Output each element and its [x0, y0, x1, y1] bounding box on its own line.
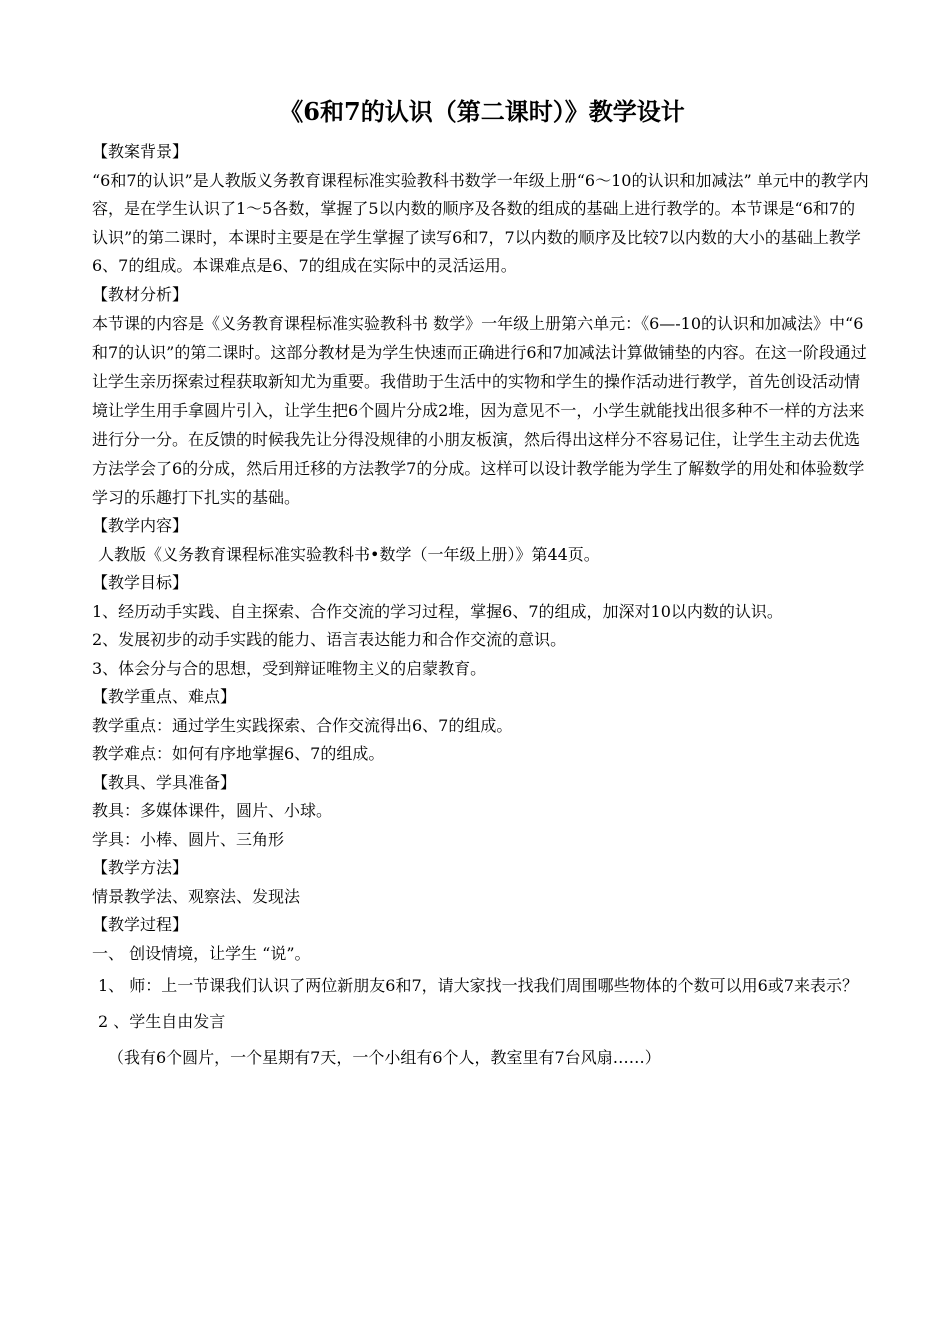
tools-item-2: 学具：小棒、圆片、三角形 [92, 829, 285, 849]
section-heading-methods: 【教学方法】 [92, 858, 189, 877]
page-title: 《6和7的认识（第二课时）》教学设计 [279, 97, 685, 126]
goal-item-1: 1、经历动手实践、自主探索、合作交流的学习过程，掌握6、7的组成，加深对10以内数的认识。 [92, 601, 783, 621]
keypoint-item-1: 教学重点：通过学生实践探索、合作交流得出6、7的组成。 [92, 715, 513, 735]
keypoint-item-2: 教学难点：如何有序地掌握6、7的组成。 [92, 744, 385, 763]
section-text-methods: 情景教学法、观察法、发现法 [92, 886, 301, 906]
process-item-3: （我有6个圆片，一个星期有7天，一个小组有6个人，教室里有7台风扇……） [108, 1048, 661, 1067]
process-step-1: 一、 创设情境，让学生 “说”。 [92, 943, 311, 963]
process-item-2: 2 、学生自由发言 [98, 1012, 226, 1031]
tools-item-1: 教具：多媒体课件，圆片、小球。 [92, 801, 333, 820]
section-heading-process: 【教学过程】 [92, 915, 189, 934]
section-heading-background: 【教案背景】 [92, 142, 189, 161]
section-heading-analysis: 【教材分析】 [92, 284, 189, 304]
goal-item-3: 3、体会分与合的思想，受到辩证唯物主义的启蒙教育。 [92, 658, 487, 678]
section-heading-tools: 【教具、学具准备】 [92, 772, 237, 792]
section-text-content: 人教版《义务教育课程标准实验教科书•数学（一年级上册）》第44页。 [98, 544, 600, 564]
section-heading-goals: 【教学目标】 [92, 573, 189, 592]
section-text-analysis: 本节课的内容是《义务教育课程标准实验教科书 数学》一年级上册第六单元：《6—-10的认识和加减法》中“6和7的认识”的第二课时。这部分教材是为学生快速而正确进行6和7加减法计算做铺垫的内容。在这一阶段通过让学生亲历探索过程获取新知尤为重要。我借助于生活中的实物和学生的操作活动进行教学，首先创设活动情境让学生用手拿圆片引入，让学生把6个圆片分成2堆，因为意见不一，小学生就能找出很多种不一样的方法来进行分一分。在反馈的时候我先让分得没规律的小朋友板演，然后得出这样分不容易记住，让学生主动去优选方法学会了6的分成，然后用迁移的方法教学7的分成。这样可以设计教学能为学生了解数学的用处和体验数学学习的乐趣打下扎实的基础。 [92, 314, 867, 507]
section-heading-content: 【教学内容】 [92, 516, 189, 535]
goal-item-2: 2、发展初步的动手实践的能力、语言表达能力和合作交流的意识。 [92, 630, 567, 649]
section-heading-keypoints: 【教学重点、难点】 [92, 687, 237, 706]
section-text-background: “6和7的认识”是人教版义务教育课程标准实验教科书数学一年级上册“6～10的认识和加减法” 单元中的教学内容，是在学生认识了1～5各数，掌握了5以内数的顺序及各数的组成的基础上进行教学的。本节课是“6和7的认识”的第二课时，本课时主要是在学生掌握了读写6和7，7以内数的顺序及比较7以内数的大小的基础上教学6、7的组成。本课难点是6、7的组成在实际中的灵活运用。 [92, 170, 869, 275]
process-item-1: 1、 师：上一节课我们认识了两位新朋友6和7，请大家找一找我们周围哪些物体的个数可以用6或7来表示？ [98, 976, 858, 995]
